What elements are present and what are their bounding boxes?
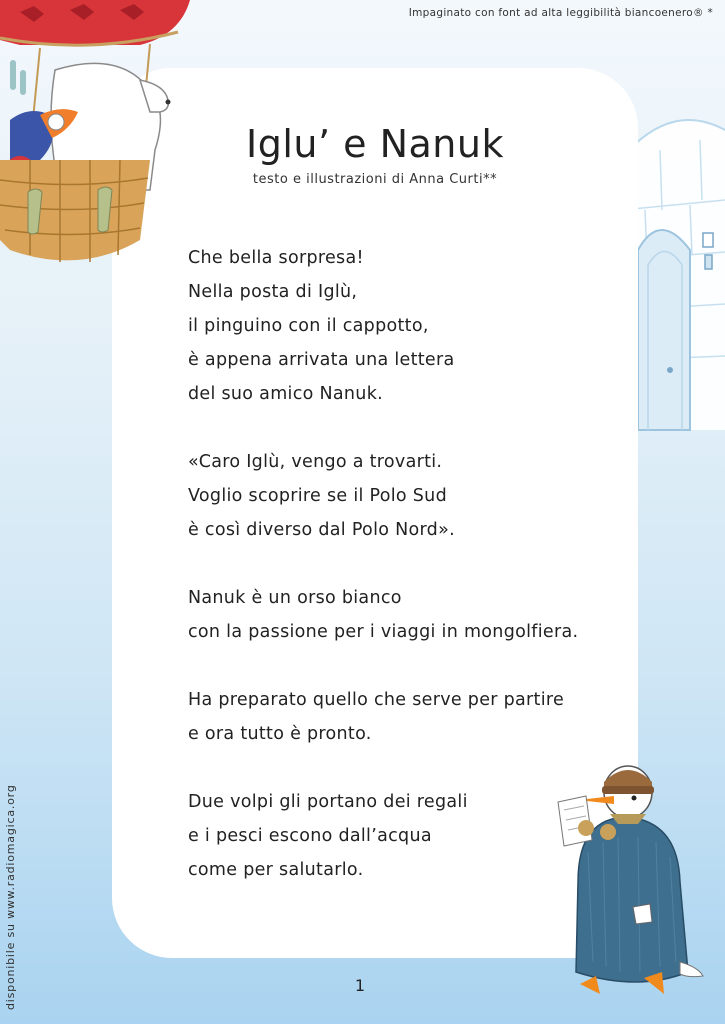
- stanza-3: [188, 584, 628, 652]
- text-line: con la passione per i viaggi in mongolfiera.: [188, 622, 579, 642]
- text-line: è così diverso dal Polo Nord».: [188, 520, 455, 540]
- page-subtitle: testo e illustrazioni di Anna Curti**: [252, 172, 498, 187]
- stanza-1: [188, 244, 628, 414]
- stanza-5: [188, 788, 628, 890]
- text-line: è appena arrivata una lettera: [188, 350, 455, 370]
- text-line: «Caro Iglù, vengo a trovarti.: [188, 452, 443, 472]
- text-line: Due volpi gli portano dei regali: [188, 792, 468, 812]
- text-line: e i pesci escono dall’acqua: [188, 826, 432, 846]
- page-title: Iglu’ e Nanuk: [246, 122, 504, 166]
- page-number: 1: [354, 976, 366, 995]
- text-line: Voglio scoprire se il Polo Sud: [188, 486, 447, 506]
- text-line: del suo amico Nanuk.: [188, 384, 383, 404]
- side-note: disponibile su www.radiomagica.org: [4, 784, 17, 1010]
- stanza-4: [188, 686, 628, 754]
- text-line: Che bella sorpresa!: [188, 248, 364, 268]
- stanza-2: [188, 448, 628, 550]
- story-text: [188, 244, 628, 924]
- text-line: come per salutarlo.: [188, 860, 364, 880]
- text-line: Ha preparato quello che serve per partire: [188, 690, 565, 710]
- header-note: Impaginato con font ad alta leggibilità biancoenero® *: [408, 7, 713, 19]
- text-line: il pinguino con il cappotto,: [188, 316, 429, 336]
- text-line: Nanuk è un orso bianco: [188, 588, 402, 608]
- text-line: e ora tutto è pronto.: [188, 724, 372, 744]
- text-line: Nella posta di Iglù,: [188, 282, 358, 302]
